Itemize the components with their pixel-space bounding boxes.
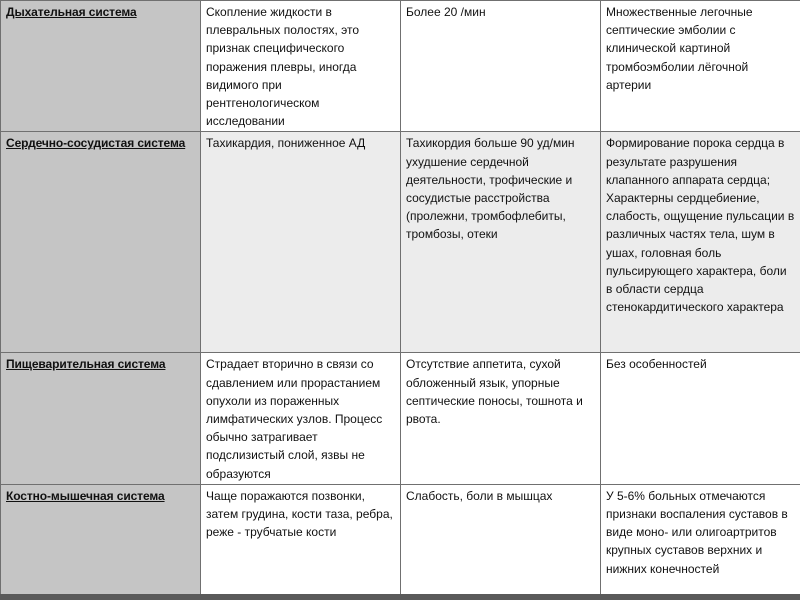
- bottom-edge-band: [0, 594, 800, 600]
- table-cell: Отсутствие аппетита, сухой обложенный язык, упорные септические поносы, тошнота и рвота.: [401, 353, 601, 484]
- table-cell: Более 20 /мин: [401, 1, 601, 132]
- system-name: Пищеварительная система: [6, 357, 166, 372]
- system-name-cell: [1, 132, 201, 353]
- system-name-cell: [1, 1, 201, 132]
- system-name: Костно-мышечная система: [6, 488, 165, 503]
- table-cell: Слабость, боли в мышцах: [401, 484, 601, 599]
- table-cell: Без особенностей: [601, 353, 800, 484]
- table-row: [1, 132, 800, 353]
- table-cell: Страдает вторично в связи со сдавлением или прорастанием опухоли из пораженных лимфатических узлов. Процесс обычно затрагивает подслизистый слой, язвы не образуются: [201, 353, 401, 484]
- system-name-cell: [1, 353, 201, 484]
- table-cell: Чаще поражаются позвонки, затем грудина, кости таза, ребра, реже - трубчатые кости: [201, 484, 401, 599]
- system-name-cell: [1, 484, 201, 599]
- table-cell: Множественные легочные септические эмболии с клинической картиной тромбоэмболии лёгочной артерии: [601, 1, 800, 132]
- system-name: Дыхательная система: [6, 5, 137, 19]
- table-cell: Формирование порока сердца в результате разрушения клапанного аппарата сердца; Характерны сердцебиение, слабость, ощущение пульсации в различных частях тела, шум в ушах, головная боль пульсирующего характера, боли в области сердца стенокардитического характера: [601, 132, 800, 353]
- table-cell: Скопление жидкости в плевральных полостях, это признак специфического поражения плевры, иногда видимого при рентгенологическом исследовании: [201, 1, 401, 132]
- table-row: [1, 1, 800, 132]
- table-cell: Тахикардия, пониженное АД: [201, 132, 401, 353]
- table-cell: Тахикордия больше 90 уд/мин ухудшение сердечной деятельности, трофические и сосудистые расстройства (пролежни, тромбофлебиты, тромбозы, отеки: [401, 132, 601, 353]
- system-name: Сердечно-сосудистая система: [6, 136, 186, 151]
- table-row: [1, 353, 800, 484]
- table-row: [1, 484, 800, 599]
- table-cell: У 5-6% больных отмечаются признаки воспаления суставов в виде моно- или олигоартритов крупных суставов верхних и нижних конечностей: [601, 484, 800, 599]
